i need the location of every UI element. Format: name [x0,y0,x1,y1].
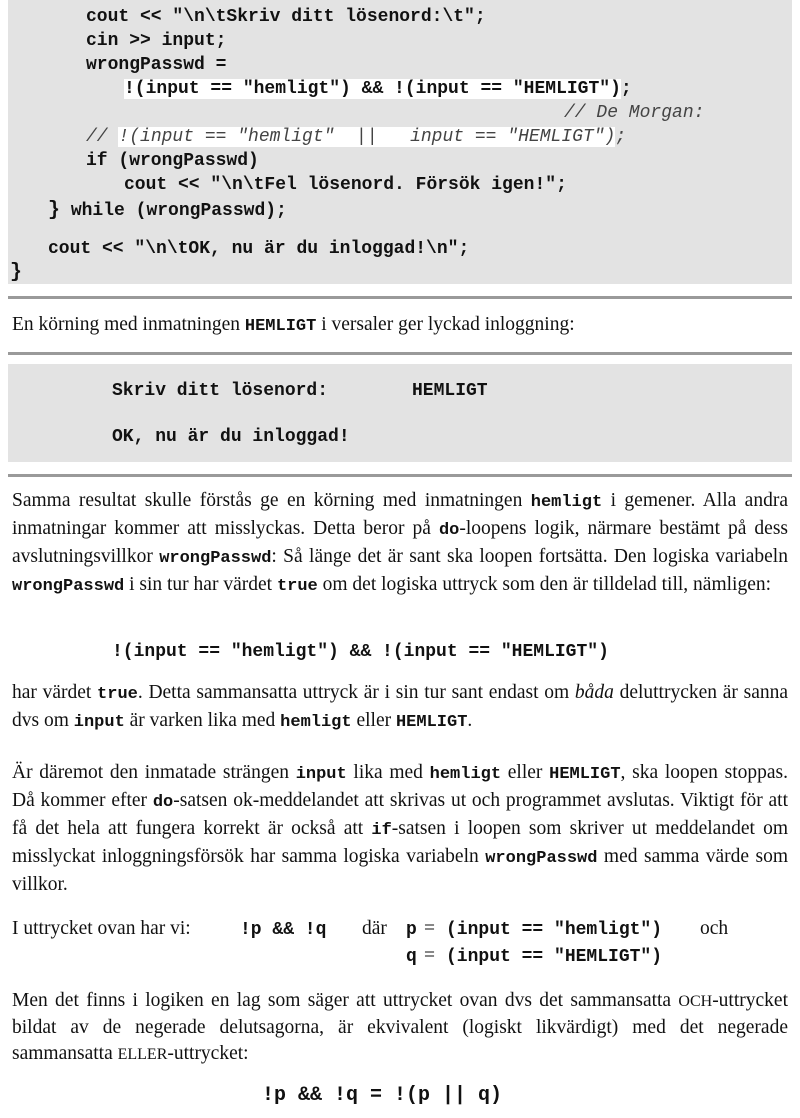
paragraph-3: Är däremot den inmatade strängen input lika med hemligt eller HEMLIGT, ska loopen stoppas. Då kommer efter do-satsen ok-meddelandet att skrivas ut och programmet avslutas. Viktigt för att få det hela att fungera korrekt är också att if-satsen i loopen som skriver ut meddelandet om misslyckat inloggningsförsök har samma logiska variabeln wrongPasswd med samma värde som villkor. [12,762,789,895]
code-line: } [10,261,23,284]
p-expression: (input == "hemligt") [446,920,663,940]
brace: } [48,199,61,222]
code-line [48,200,287,222]
pq-intro: I uttrycket ovan har vi: [12,918,191,939]
p-equals: = [424,918,435,939]
comment-marker: // [86,127,108,147]
q-label: q [406,947,417,967]
output-ok: OK, nu är du inloggad! [112,427,350,447]
intro-paragraph: En körning med inmatningen HEMLIGT i versaler ger lyckad inloggning: [12,314,575,336]
paragraph-1: Samma resultat skulle förstås ge en körning med inmatningen hemligt i gemener. Alla andra inmatningar kommer att misslyckas. Detta beror på do-loopens logik, närmare bestämt på dess avslutningsvillkor wrongPasswd: Så länge det är sant ska loopen fortsätta. Den logiska variabeln wrongPasswd i sin tur har värdet true om det logiska uttryck som den är tilldelad till, nämligen: [12,490,788,596]
divider [8,474,792,477]
divider [8,352,792,355]
code-comment: // De Morgan: [564,103,705,123]
code-line: cin >> input; [86,31,227,51]
output-block [8,364,792,462]
code-line: cout << "\n\tFel lösenord. Försök igen!"; [124,175,567,195]
q-equals: = [424,945,435,966]
code-line [124,78,632,100]
paragraph-2: har värdet true. Detta sammansatta uttryck är i sin tur sant endast om båda deluttrycken är sanna dvs om input är varken lika med hemligt eller HEMLIGT. [12,682,788,732]
highlighted-comment-expression: !(input == "hemligt" || input == "HEMLIGT") [118,127,616,147]
semicolon: ; [620,79,632,99]
where-word: där [362,918,387,939]
code-line: cout << "\n\tSkriv ditt lösenord:\t"; [86,7,486,27]
code-line: if (wrongPasswd) [86,151,259,171]
code-block-top [8,0,792,284]
q-expression: (input == "HEMLIGT") [446,947,663,967]
expression-1: !(input == "hemligt") && !(input == "HEMLIGT") [112,642,609,662]
code-line [86,126,626,148]
output-prompt: Skriv ditt lösenord: [112,381,329,401]
code-line: wrongPasswd = [86,55,227,75]
inline-code: HEMLIGT [244,317,317,336]
not-p-and-not-q: !p && !q [240,920,327,940]
semicolon: ; [615,127,627,147]
p-label: p [406,920,417,940]
de-morgan-expression: !p && !q = !(p || q) [262,1084,503,1107]
code-line: cout << "\n\tOK, nu är du inloggad!\n"; [48,239,470,259]
output-input: HEMLIGT [412,381,488,401]
highlighted-expression: !(input == "hemligt") && !(input == "HEMLIGT") [124,79,621,99]
and-word: och [700,918,729,939]
divider [8,296,792,299]
paragraph-5: Men det finns i logiken en lag som säger att uttrycket ovan dvs det sammansatta OCH-uttrycket bildat av de negerade delutsagorna, är ekvivalent (logiskt likvärdigt) med det negerade sammansatta ELLER-uttrycket: [12,990,788,1064]
while-clause: while (wrongPasswd); [70,201,287,221]
